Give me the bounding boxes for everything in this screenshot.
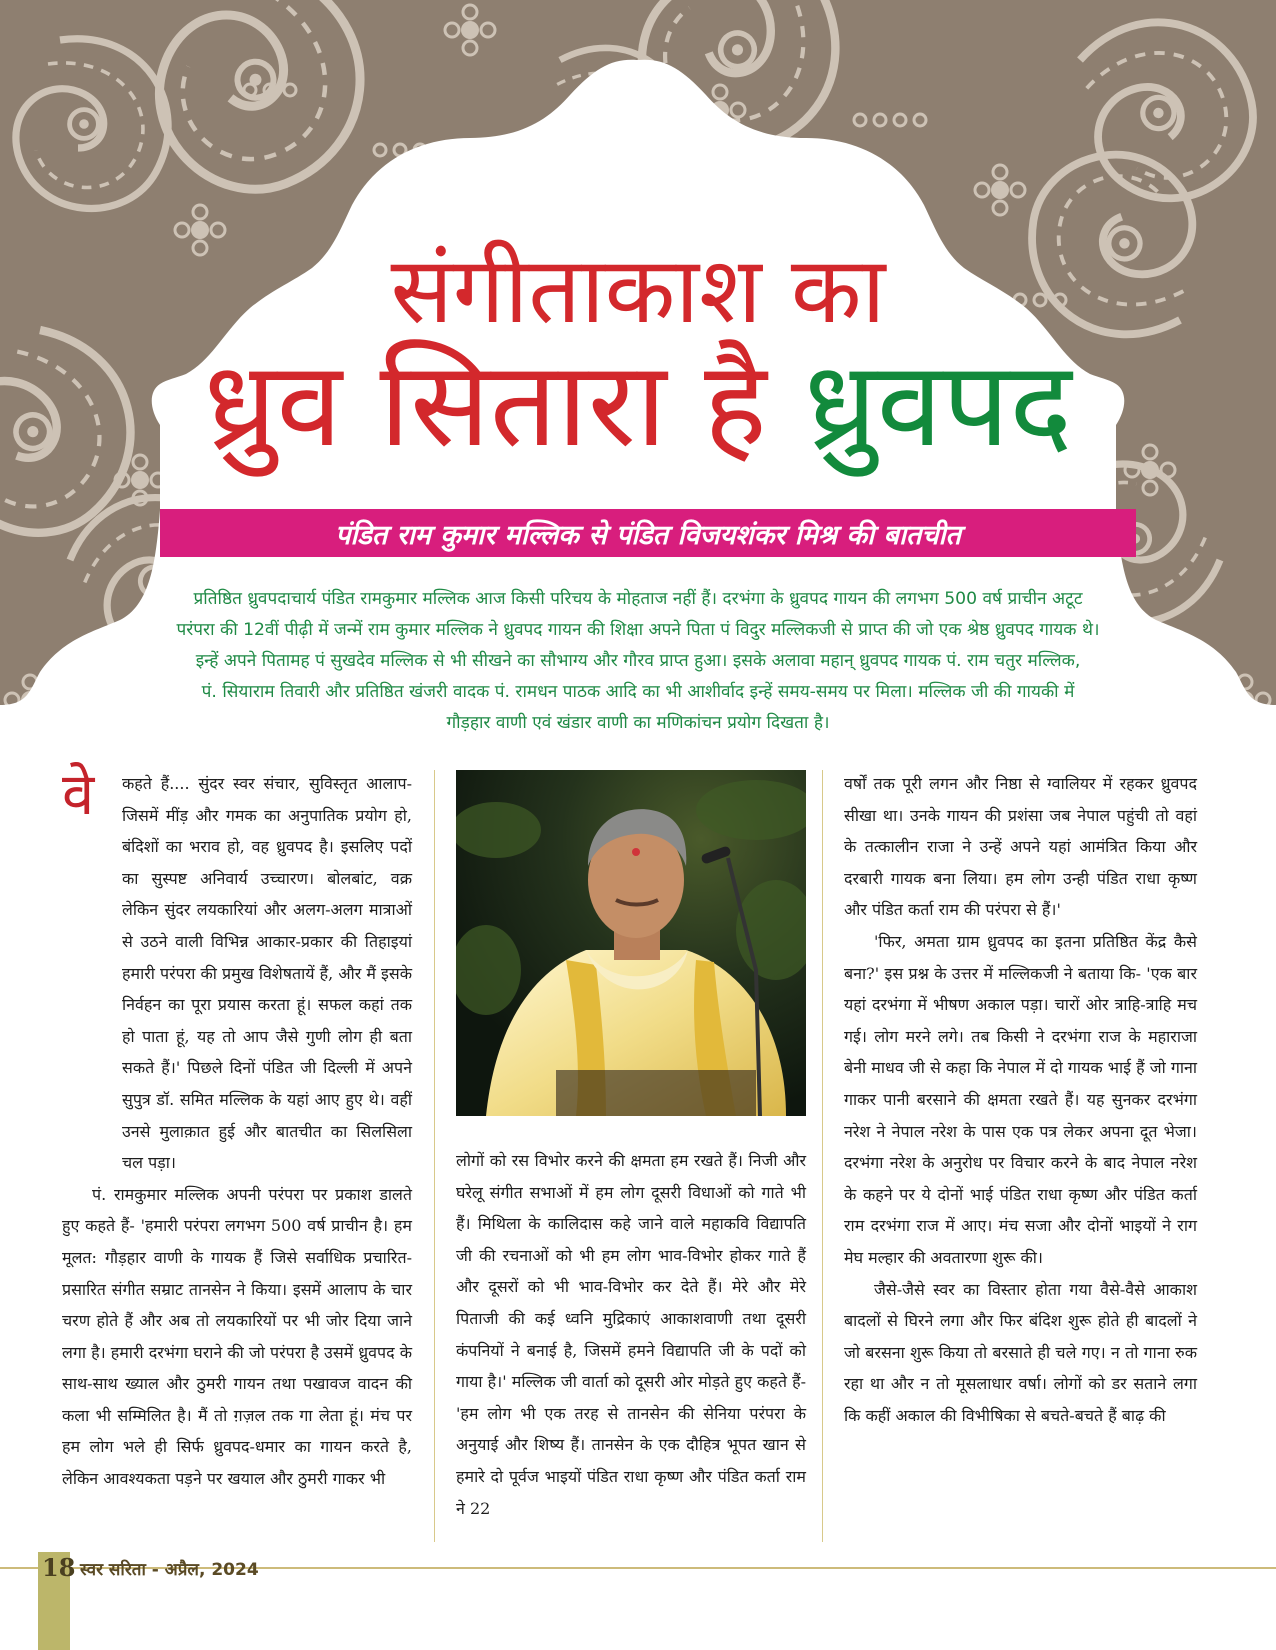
article-paragraph: लोगों को रस विभोर करने की क्षमता हम रखते हैं। निजी और घरेलू संगीत सभाओं में हम लोग दूसरी विधाओं को गाते भी हैं। मिथिला के कालिदास कहे जाने वाले महाकवि विद्यापति जी की रचनाओं को भी हम लोग भाव-विभोर होकर गाते हैं और दूसरों को भी भाव-विभोर कर देते हैं। मेरे और मेरे पिताजी की कई ध्वनि मुद्रिकाएं आकाशवाणी तथा दूसरी कंपनियों ने बनाई है, जिसमें हमने विद्यापति जी के पदों को गाया है।' मल्लिक जी वार्ता को दूसरी ओर मोड़ते हुए कहते हैं- 'हम लोग भी एक तरह से तानसेन की सेनिया परंपरा के अनुयाई और शिष्य हैं। तानसेन के एक दौहित्र भूपत खान से हमारे दो पूर्वज भाइयों पंडित राधा कृष्ण और पंडित कर्ता राम ने 22 bbox=[456, 1151, 806, 1518]
intro-line: इन्हें अपने पितामह पं सुखदेव मल्लिक से भी सीखने का सौभाग्य और गौरव प्राप्त हुआ। इसके अलावा महान् ध्रुवपद गायक पं. राम चतुर मल्लिक, bbox=[195, 651, 1081, 671]
page-number: 18 bbox=[42, 1553, 76, 1582]
intro-line: पं. सियाराम तिवारी और प्रतिष्ठित खंजरी वादक पं. रामधन पाठक आदि का भी आशीर्वाद इन्हें समय-समय पर मिला। मल्लिक जी की गायकी में bbox=[201, 682, 1075, 702]
article-paragraph: कहते हैं.... सुंदर स्वर संचार, सुविस्तृत आलाप- जिसमें मींड़ और गमक का अनुपातिक प्रयोग हो, बंदिशों का भराव हो, वह ध्रुवपद है। इसलिए पदों का सुस्पष्ट अनिवार्य उच्चारण। बोलबांट, वक्र लेकिन सुंदर लयकारियां और अलग-अलग मात्राओं से उठने वाली विभिन्न आकार-प्रकार की तिहाइयां हमारी परंपरा की प्रमुख विशेषतायें हैं, और मैं इसके निर्वहन का पूरा प्रयास करता हूं। सफल कहां तक हो पाता हूं, यह तो आप जैसे गुणी लोग ही बता सकते हैं।' पिछले दिनों पंडित जी दिल्ली में अपने सुपुत्र डॉ. समित मल्लिक के यहां आए हुए थे। वहीं उनसे मुलाक़ात हुई और बातचीत का सिलसिला चल पड़ा। bbox=[122, 774, 412, 1173]
intro-paragraph bbox=[72, 584, 1204, 739]
column-divider bbox=[822, 770, 823, 1542]
article-paragraph: 'फिर, अमता ग्राम ध्रुवपद का इतना प्रतिष्ठित केंद्र कैसे बना?' इस प्रश्न के उत्तर में मल्लिकजी ने बताया कि- 'एक बार यहां दरभंगा में भीषण अकाल पड़ा। चारों ओर त्राहि-त्राहि मच गई। लोग मरने लगे। तब किसी ने दरभंगा राज के महाराजा बेनी माधव जी से कहा कि नेपाल में दो गायक भाई हैं जो गाना गाकर पानी बरसाने की क्षमता रखते हैं। यह सुनकर दरभंगा नरेश ने नेपाल नरेश के पास एक पत्र लेकर अपना दूत भेजा। दरभंगा नरेश के अनुरोध पर विचार करने के बाद नेपाल नरेश के कहने पर ये दोनों भाई पंडित राधा कृष्ण और पंडित कर्ता राम दरभंगा राज में आए। मंच सजा और दोनों भाइयों ने राग मेघ मल्हार की अवतारणा शुरू की। bbox=[844, 931, 1197, 1267]
magazine-issue: स्वर सरिता - अप्रैल, 2024 bbox=[80, 1560, 259, 1580]
article-column-1 bbox=[62, 760, 412, 1495]
headline-line-1: संगीताकाश का bbox=[390, 237, 886, 344]
intro-line: प्रतिष्ठित ध्रुवपदाचार्य पंडित रामकुमार मल्लिक आज किसी परिचय के मोहताज नहीं हैं। दरभंगा के ध्रुवपद गायन की लगभग 500 वर्ष प्राचीन अटूट bbox=[193, 589, 1083, 609]
article-paragraph: वर्षों तक पूरी लगन और निष्ठा से ग्वालियर में रहकर ध्रुवपद सीखा था। उनके गायन की प्रशंसा जब नेपाल पहुंची तो वहां के तत्कालीन राजा ने उन्हें अपने यहां आमंत्रित किया और दरबारी गायक बना लिया। हम लोग उन्ही पंडित राधा कृष्ण और पंडित कर्ता राम की परंपरा से हैं।' bbox=[844, 774, 1197, 920]
intro-line: गौड़हार वाणी एवं खंडार वाणी का मणिकांचन प्रयोग दिखता है। bbox=[446, 713, 830, 733]
column-divider bbox=[434, 770, 435, 1542]
article-column-3 bbox=[844, 768, 1197, 1431]
headline-accent: ध्रुवपद bbox=[804, 335, 1073, 473]
article-paragraph: पं. रामकुमार मल्लिक अपनी परंपरा पर प्रकाश डालते हुए कहते हैं- 'हमारी परंपरा लगभग 500 वर्ष प्राचीन है। हम मूलत: गौड़हार वाणी के गायक हैं जिसे सर्वाधिक प्रचारित-प्रसारित संगीत सम्राट तानसेन ने किया। इसमें आलाप के चार चरण होते हैं और अब तो लयकारियों पर भी जोर दिया जाने लगा है। हमारी दरभंगा घराने की जो परंपरा है उसमें ध्रुवपद के साथ-साथ ख्याल और ठुमरी गायन तथा पखावज वादन की कला भी सम्मिलित है। मैं तो ग़ज़ल तक गा लेता हूं। मंच पर हम लोग भले ही सिर्फ ध्रुवपद-धमार का गायन करते है, लेकिन आवश्यकता पड़ने पर खयाल और ठुमरी गाकर भी bbox=[62, 1184, 412, 1489]
subtitle-text: पंडित राम कुमार मल्लिक से पंडित विजयशंकर मिश्र की बातचीत bbox=[335, 519, 961, 551]
article-paragraph: जैसे-जैसे स्वर का विस्तार होता गया वैसे-वैसे आकाश बादलों से घिरने लगा और फिर बंदिश शुरू होते ही बादलों ने जो बरसना शुरू किया तो बरसाते ही चले गए। न तो गाना रुक रहा था और न तो मूसलाधार वर्षा। लोगों को डर सताने लगा कि कहीं अकाल की विभीषिका से बचते-बचते हैं बाढ़ की bbox=[844, 1279, 1197, 1425]
subtitle-bar bbox=[160, 509, 1136, 557]
singer-photo bbox=[456, 770, 806, 1116]
article-column-2 bbox=[456, 1145, 806, 1524]
dropcap: वे bbox=[62, 760, 95, 828]
intro-line: परंपरा की 12वीं पीढ़ी में जन्में राम कुमार मल्लिक ने ध्रुवपद गायन की शिक्षा अपने पिता पं विदुर मल्लिकजी से प्राप्त की जो एक श्रेष्ठ ध्रुवपद गायक थे। bbox=[176, 620, 1100, 640]
headline-part-1: ध्रुव सितारा है bbox=[203, 335, 767, 473]
headline-line-2 bbox=[0, 335, 1276, 473]
